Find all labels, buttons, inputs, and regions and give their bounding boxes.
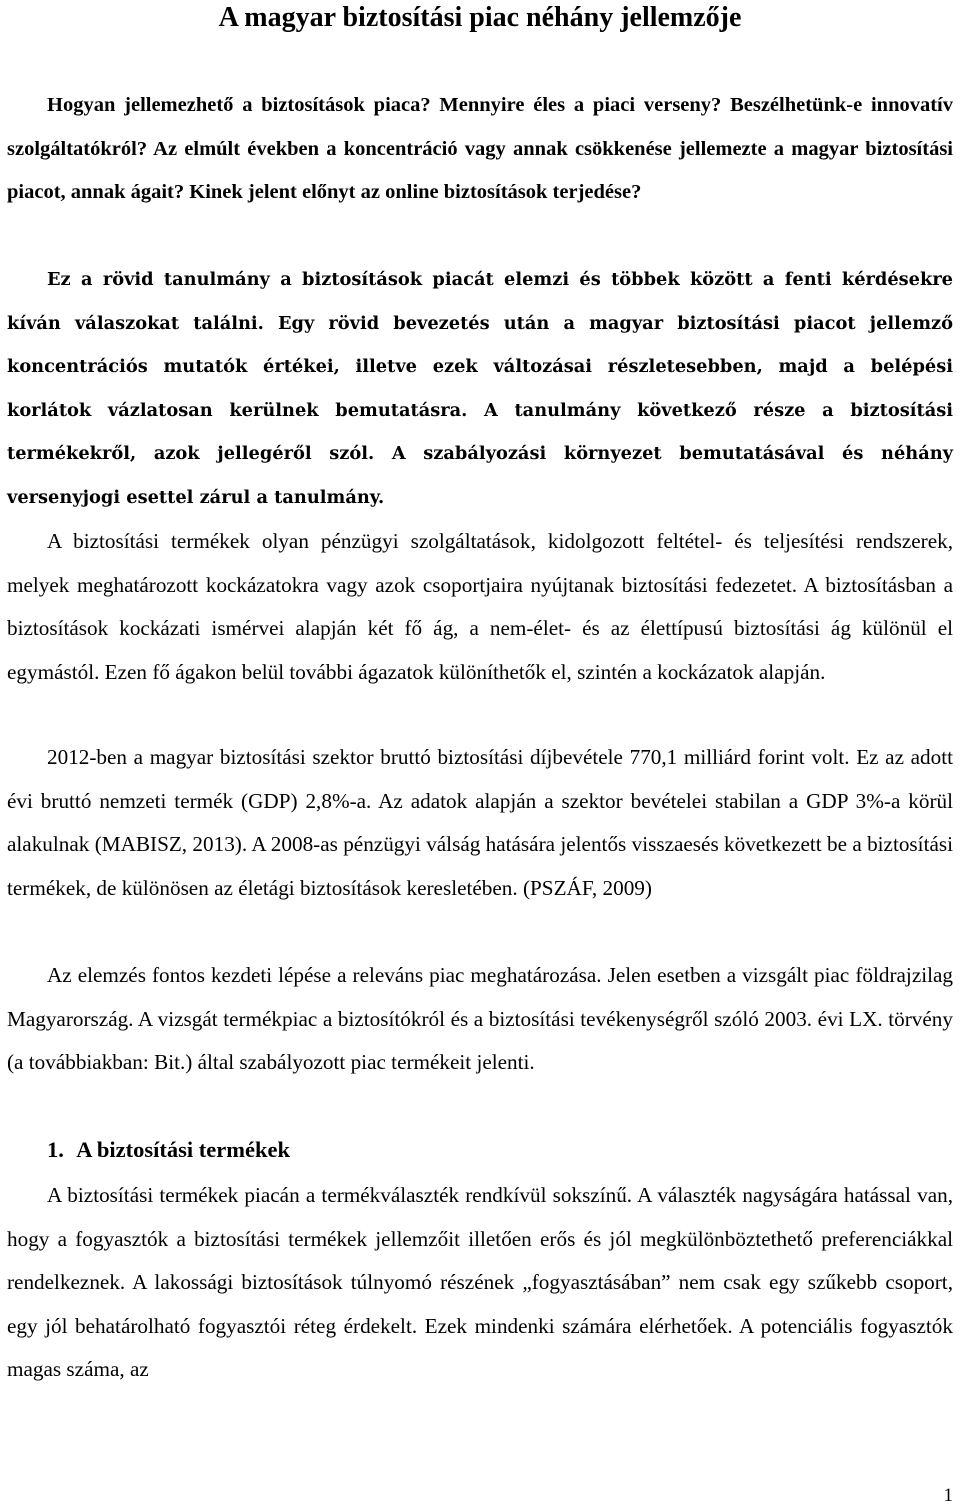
body-paragraph-revenue: 2012-ben a magyar biztosítási szektor bruttó biztosítási díjbevétele 770,1 milliárd forint volt. Ez az adott évi bruttó nemzeti termék (GDP) 2,8%-a. Az adatok alapján a szektor bevételei stabilan a GDP 3%-a körül alakulnak (MABISZ, 2013). A 2008-as pénzügyi válság hatására jelentős visszaesés következett be a biztosítási termékek, de különösen az életági biztosítások keresletében. (PSZÁF, 2009) — [7, 745, 953, 900]
section-heading — [47, 1135, 290, 1165]
intro-questions-paragraph: Hogyan jellemezhető a biztosítások piaca? Mennyire éles a piaci verseny? Beszélhetünk-e innovatív szolgáltatókról? Az elmúlt években a koncentráció vagy annak csökkenése jellemezte a magyar biztosítási piacot, annak ágait? Kinek jelent előnyt az online biztosítások terjedése? — [7, 94, 953, 204]
section-title: A biztosítási termékek — [76, 1137, 290, 1162]
page-number: 1 — [943, 1485, 953, 1506]
body-paragraph-relevant-market: Az elemzés fontos kezdeti lépése a releváns piac meghatározása. Jelen esetben a vizsgált piac földrajzilag Magyarország. A vizsgát termékpiac a biztosítókról és a biztosítási tevékenységről szóló 2003. évi LX. törvény (a továbbiakban: Bit.) által szabályozott piac termékeit jelenti. — [7, 963, 953, 1075]
section-number: 1. — [47, 1137, 64, 1162]
section-paragraph: A biztosítási termékek piacán a termékválaszték rendkívül sokszínű. A választék nagyságára hatással van, hogy a fogyasztók a biztosítási termékek jellemzőit illetően erős és jól megkülönböztethető preferenciákkal rendelkeznek. A lakossági biztosítások túlnyomó részének „fogyasztásában” nem csak egy szűkebb csoport, egy jól behatárolható fogyasztói réteg érdekelt. Ezek mindenki számára elérhetőek. A potenciális fogyasztók magas száma, az — [7, 1183, 953, 1382]
document-title: A magyar biztosítási piac néhány jellemzője — [218, 2, 742, 33]
intro-summary-paragraph: Ez a rövid tanulmány a biztosítások piacát elemzi és többek között a fenti kérdésekre kíván válaszokat találni. Egy rövid bevezetés után a magyar biztosítási piacot jellemző koncentrációs mutatók értékei, illetve ezek változásai részletesebben, majd a belépési korlátok vázlatosan kerülnek bemutatásra. A tanulmány következő része a biztosítási termékekről, azok jellegéről szól. A szabályozási környezet bemutatásával és néhány versenyjogi esettel zárul a tanulmány. — [7, 269, 953, 508]
body-paragraph-products: A biztosítási termékek olyan pénzügyi szolgáltatások, kidolgozott feltétel- és teljesítési rendszerek, melyek meghatározott kockázatokra vagy azok csoportjaira nyújtanak biztosítási fedezetet. A biztosításban a biztosítások kockázati ismérvei alapján két fő ág, a nem-élet- és az élettípusú biztosítási ág különül el egymástól. Ezen fő ágakon belül további ágazatok különíthetők el, szintén a kockázatok alapján. — [7, 529, 953, 684]
